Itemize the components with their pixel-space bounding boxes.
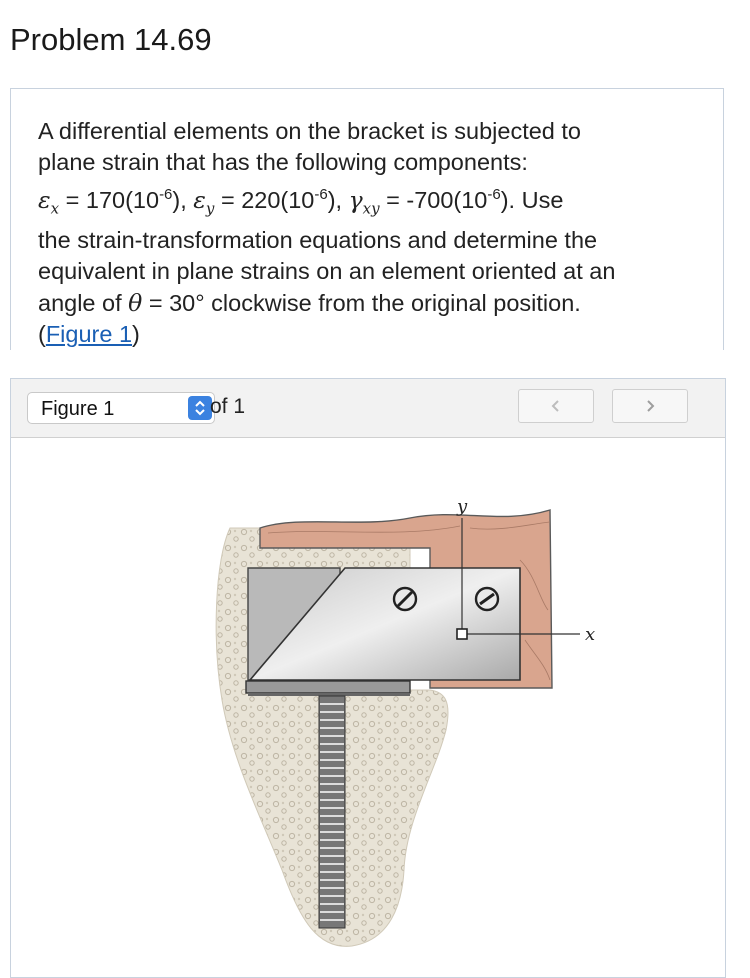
x-axis-label: x (585, 624, 596, 645)
strain-components-line: $\varepsilon_x = 170(10^{-6})$, $\varepsilon_y = 220(10^{-6})$, $\gamma_{xy} = -700(10^{-6})$. Use (38, 185, 564, 218)
screw-right (476, 588, 498, 610)
epsilon-x-symbol: $\varepsilon_x$ (38, 185, 60, 218)
strain-element (457, 629, 467, 639)
bracket-base-plate (246, 681, 410, 693)
problem-line-5: equivalent in plane strains on an element oriented at an (38, 258, 616, 285)
theta-symbol: θ (128, 288, 143, 317)
problem-line-2: plane strain that has the following components: (38, 149, 528, 176)
problem-line-6: angle of θ = 30° clockwise from the original position. (38, 288, 581, 317)
gamma-xy-symbol: $\gamma_{xy}$ (348, 185, 380, 218)
figure-reference: (Figure 1) (38, 320, 140, 347)
figure-select-value: Figure 1 (41, 398, 115, 420)
screw-left (394, 588, 416, 610)
figure-count-label: of 1 (210, 395, 246, 418)
y-axis-label: y (457, 496, 468, 517)
page-title: Problem 14.69 (10, 22, 212, 57)
threaded-rod (319, 696, 345, 928)
epsilon-y-symbol: $\varepsilon_y$ (193, 185, 215, 218)
figure-link[interactable]: Figure 1 (45, 320, 133, 347)
problem-line-1: A differential elements on the bracket is subjected to (38, 118, 582, 144)
problem-line-4: the strain-transformation equations and determine the (38, 226, 598, 253)
